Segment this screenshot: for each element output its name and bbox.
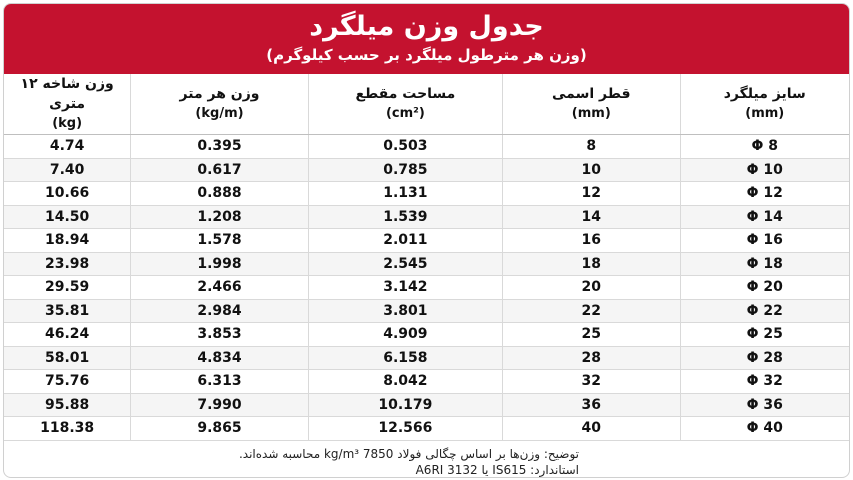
table-row	[4, 252, 849, 276]
cell-diameter: 25	[503, 323, 680, 347]
cell-weight-12m: 10.66	[4, 182, 131, 206]
cell-weight-per-meter: 7.990	[131, 393, 308, 417]
cell-weight-per-meter: 1.208	[131, 205, 308, 229]
column-header-unit: (kg/m)	[195, 106, 244, 121]
cell-diameter: 32	[503, 370, 680, 394]
cell-weight-12m: 46.24	[4, 323, 131, 347]
note-standard: استاندارد: IS615 یا A6RI 3132	[415, 462, 579, 477]
cell-diameter: 40	[503, 417, 680, 441]
cell-weight-12m: 23.98	[4, 252, 131, 276]
column-header-label: وزن هر متر	[179, 86, 260, 102]
cell-area: 4.909	[308, 323, 502, 347]
cell-weight-12m: 29.59	[4, 276, 131, 300]
weight-table-card	[3, 3, 850, 478]
column-header-label: مساحت مقطع	[355, 86, 456, 102]
cell-diameter: 20	[503, 276, 680, 300]
table-header-row	[4, 74, 849, 135]
cell-size: Φ 12	[680, 182, 849, 206]
cell-weight-12m: 58.01	[4, 346, 131, 370]
cell-weight-per-meter: 0.888	[131, 182, 308, 206]
column-header-unit: (mm)	[745, 106, 785, 121]
table-row	[4, 299, 849, 323]
cell-weight-12m: 75.76	[4, 370, 131, 394]
cell-area: 3.801	[308, 299, 502, 323]
column-header-unit: (kg)	[52, 116, 83, 131]
table-row	[4, 182, 849, 206]
cell-area: 2.011	[308, 229, 502, 253]
cell-size: Φ 25	[680, 323, 849, 347]
cell-weight-per-meter: 0.395	[131, 135, 308, 159]
cell-weight-per-meter: 6.313	[131, 370, 308, 394]
cell-size: Φ 8	[680, 135, 849, 159]
cell-size: Φ 22	[680, 299, 849, 323]
cell-weight-per-meter: 2.984	[131, 299, 308, 323]
column-header-weight-per-meter	[131, 74, 308, 135]
rebar-weight-table	[4, 74, 849, 441]
cell-size: Φ 10	[680, 158, 849, 182]
cell-diameter: 14	[503, 205, 680, 229]
cell-weight-12m: 95.88	[4, 393, 131, 417]
cell-diameter: 8	[503, 135, 680, 159]
cell-area: 10.179	[308, 393, 502, 417]
cell-area: 1.539	[308, 205, 502, 229]
cell-size: Φ 40	[680, 417, 849, 441]
cell-weight-12m: 14.50	[4, 205, 131, 229]
cell-diameter: 28	[503, 346, 680, 370]
table-row	[4, 323, 849, 347]
cell-area: 1.131	[308, 182, 502, 206]
cell-weight-per-meter: 1.998	[131, 252, 308, 276]
table-row	[4, 370, 849, 394]
column-header-unit: (cm²)	[385, 106, 425, 121]
cell-weight-12m: 118.38	[4, 417, 131, 441]
cell-diameter: 18	[503, 252, 680, 276]
cell-weight-per-meter: 0.617	[131, 158, 308, 182]
cell-area: 12.566	[308, 417, 502, 441]
cell-weight-12m: 35.81	[4, 299, 131, 323]
table-row	[4, 393, 849, 417]
page-subtitle: (وزن هر مترطول میلگرد بر حسب کیلوگرم)	[266, 46, 587, 64]
cell-area: 2.545	[308, 252, 502, 276]
cell-diameter: 22	[503, 299, 680, 323]
note-density: توضیح: وزن‌ها بر اساس چگالی فولاد 7850 kg/m³ محاسبه شده‌اند.	[238, 446, 579, 461]
cell-weight-per-meter: 9.865	[131, 417, 308, 441]
column-header-size	[680, 74, 849, 135]
table-row	[4, 417, 849, 441]
cell-weight-per-meter: 4.834	[131, 346, 308, 370]
cell-diameter: 36	[503, 393, 680, 417]
column-header-label: قطر اسمی	[552, 86, 631, 102]
cell-size: Φ 36	[680, 393, 849, 417]
cell-area: 0.503	[308, 135, 502, 159]
table-row	[4, 276, 849, 300]
table-row	[4, 346, 849, 370]
column-header-weight-12m	[4, 74, 131, 135]
table-row	[4, 205, 849, 229]
cell-weight-12m: 4.74	[4, 135, 131, 159]
cell-weight-12m: 18.94	[4, 229, 131, 253]
cell-area: 3.142	[308, 276, 502, 300]
column-header-area	[308, 74, 502, 135]
cell-size: Φ 32	[680, 370, 849, 394]
table-notes	[4, 441, 849, 478]
cell-weight-per-meter: 3.853	[131, 323, 308, 347]
cell-diameter: 10	[503, 158, 680, 182]
cell-size: Φ 28	[680, 346, 849, 370]
page-title: جدول وزن میلگرد	[309, 11, 544, 42]
cell-diameter: 16	[503, 229, 680, 253]
cell-weight-per-meter: 1.578	[131, 229, 308, 253]
cell-size: Φ 18	[680, 252, 849, 276]
table-row	[4, 135, 849, 159]
column-header-unit: (mm)	[571, 106, 611, 121]
table-row	[4, 229, 849, 253]
cell-size: Φ 14	[680, 205, 849, 229]
table-row	[4, 158, 849, 182]
cell-weight-per-meter: 2.466	[131, 276, 308, 300]
column-header-label: سایز میلگرد	[723, 86, 806, 102]
cell-size: Φ 16	[680, 229, 849, 253]
cell-area: 0.785	[308, 158, 502, 182]
column-header-label: وزن شاخه ۱۲ متری	[20, 76, 114, 112]
cell-diameter: 12	[503, 182, 680, 206]
column-header-diameter	[503, 74, 680, 135]
cell-area: 6.158	[308, 346, 502, 370]
cell-weight-12m: 7.40	[4, 158, 131, 182]
table-header-banner	[4, 4, 849, 74]
cell-size: Φ 20	[680, 276, 849, 300]
cell-area: 8.042	[308, 370, 502, 394]
